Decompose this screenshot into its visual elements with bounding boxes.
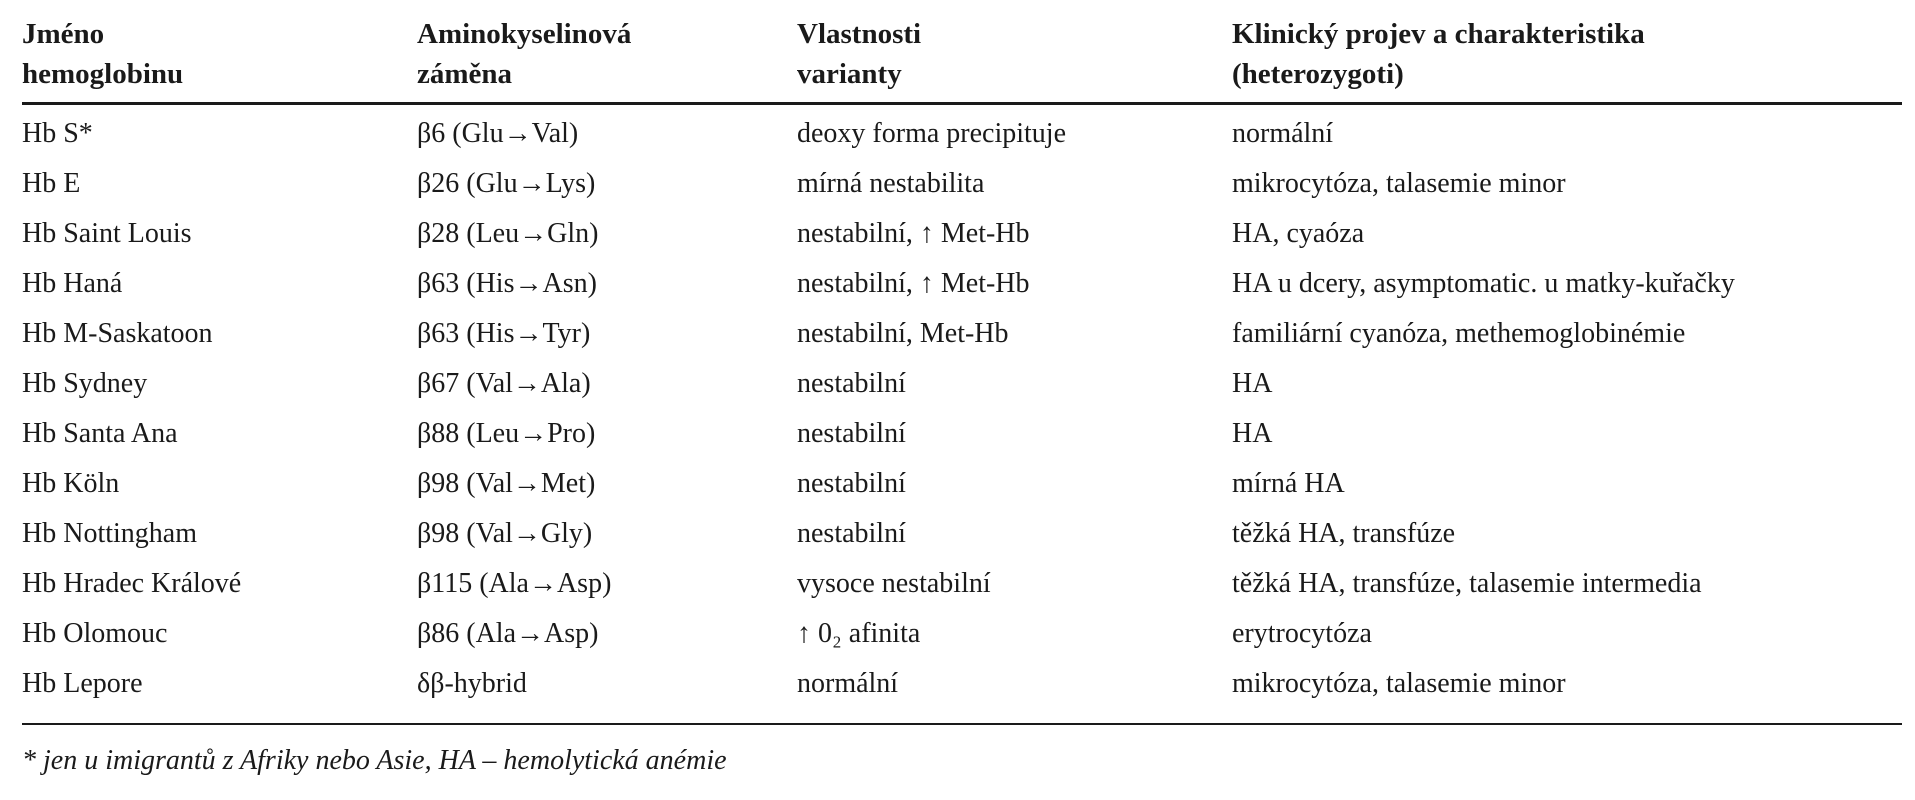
cell-clinical: HA — [1232, 418, 1273, 449]
cell-properties: nestabilní — [797, 518, 906, 549]
table-row — [22, 104, 1902, 160]
cell-substitution: β115 (Ala→Asp) — [417, 568, 612, 599]
hemoglobin-variants-table — [22, 14, 1902, 725]
cell-hemoglobin-name: Hb Saint Louis — [22, 218, 192, 249]
cell-hemoglobin-name: Hb Haná — [22, 268, 123, 299]
table-body — [22, 104, 1902, 725]
cell-substitution: β98 (Val→Met) — [417, 468, 596, 499]
table-footnote: * jen u imigrantů z Afriky nebo Asie, HA – hemolytická anémie — [22, 745, 727, 776]
cell-hemoglobin-name: Hb Köln — [22, 468, 120, 499]
cell-hemoglobin-name: Hb S* — [22, 118, 93, 149]
cell-clinical: HA — [1232, 368, 1273, 399]
cell-clinical: mikrocytóza, talasemie minor — [1232, 659, 1902, 724]
cell-clinical: mikrocytóza, talasemie minor — [1232, 168, 1566, 199]
cell-substitution: β63 (His→Asn) — [417, 268, 597, 299]
header-amino-acid-substitution: Aminokyselinová záměna — [417, 14, 797, 104]
table-row — [22, 209, 1902, 259]
cell-clinical: mírná HA — [1232, 468, 1345, 499]
table-row — [22, 609, 1902, 659]
cell-hemoglobin-name: Hb Santa Ana — [22, 418, 178, 449]
cell-hemoglobin-name: Hb Sydney — [22, 368, 148, 399]
cell-clinical: erytrocytóza — [1232, 618, 1372, 649]
cell-properties: deoxy forma precipituje — [797, 118, 1067, 149]
table-row — [22, 259, 1902, 309]
cell-properties: nestabilní — [797, 368, 906, 399]
cell-substitution: β63 (His→Tyr) — [417, 318, 591, 349]
table-row — [22, 309, 1902, 359]
cell-substitution: β86 (Ala→Asp) — [417, 618, 599, 649]
cell-hemoglobin-name: Hb E — [22, 168, 81, 199]
table-row — [22, 409, 1902, 459]
header-variant-properties: Vlastnosti varianty — [797, 14, 1232, 104]
cell-properties: nestabilní, ↑ Met-Hb — [797, 268, 1030, 299]
cell-clinical: HA, cyaóza — [1232, 218, 1365, 249]
cell-substitution: β28 (Leu→Gln) — [417, 218, 599, 249]
cell-hemoglobin-name: Hb Nottingham — [22, 518, 197, 549]
cell-substitution: β6 (Glu→Val) — [417, 118, 579, 149]
cell-clinical: těžká HA, transfúze — [1232, 518, 1456, 549]
cell-hemoglobin-name: Hb M-Saskatoon — [22, 318, 213, 349]
table-row — [22, 159, 1902, 209]
cell-substitution: β88 (Leu→Pro) — [417, 418, 596, 449]
table-row — [22, 459, 1902, 509]
cell-substitution: β26 (Glu→Lys) — [417, 168, 596, 199]
cell-clinical: normální — [1232, 118, 1334, 149]
cell-substitution: β98 (Val→Gly) — [417, 518, 593, 549]
cell-properties: nestabilní — [797, 468, 906, 499]
cell-substitution: β67 (Val→Ala) — [417, 368, 591, 399]
cell-properties: nestabilní, ↑ Met-Hb — [797, 218, 1030, 249]
cell-properties: nestabilní — [797, 418, 906, 449]
document-page — [22, 14, 1902, 781]
table-row — [22, 659, 1902, 724]
header-row — [22, 14, 1902, 104]
cell-clinical: familiární cyanóza, methemoglobinémie — [1232, 318, 1686, 349]
table-row — [22, 559, 1902, 609]
header-hemoglobin-name: Jméno hemoglobinu — [22, 14, 417, 104]
cell-properties: mírná nestabilita — [797, 168, 985, 199]
cell-properties: normální — [797, 659, 1232, 724]
cell-substitution: δβ-hybrid — [417, 659, 797, 724]
cell-properties: ↑ 0₂ afinita — [797, 618, 921, 649]
cell-hemoglobin-name: Hb Lepore — [22, 659, 417, 724]
cell-clinical: těžká HA, transfúze, talasemie intermedia — [1232, 568, 1702, 599]
header-clinical-manifestation: Klinický projev a charakteristika (heterozygoti) — [1232, 14, 1902, 104]
table-row — [22, 359, 1902, 409]
table-row — [22, 509, 1902, 559]
table-header — [22, 14, 1902, 104]
cell-hemoglobin-name: Hb Olomouc — [22, 618, 168, 649]
cell-properties: nestabilní, Met-Hb — [797, 318, 1009, 349]
cell-hemoglobin-name: Hb Hradec Králové — [22, 568, 242, 599]
cell-properties: vysoce nestabilní — [797, 568, 991, 599]
cell-clinical: HA u dcery, asymptomatic. u matky-kuřačky — [1232, 268, 1735, 299]
